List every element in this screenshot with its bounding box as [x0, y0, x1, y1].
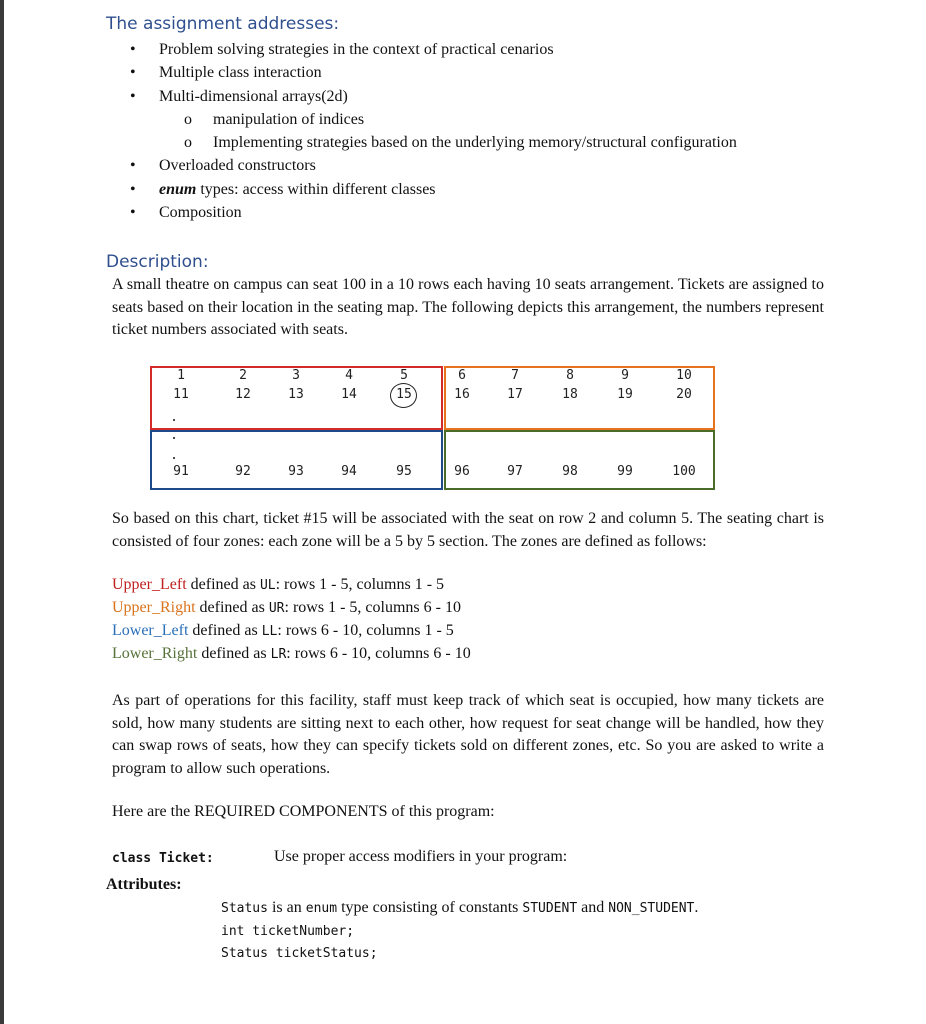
highlight-circle-icon	[390, 383, 417, 408]
class-ticket-label: class Ticket:	[112, 851, 214, 866]
sub-bullet-icon: o	[184, 110, 192, 128]
description-paragraph: A small theatre on campus can seat 100 in a 10 rows each having 10 seats arrangement. Tickets are assigned to seats based on their location in the seating map. The following depicts this arrangement, the numbers represent ticket numbers associated with seats.	[112, 276, 824, 339]
seat-number: 5	[400, 368, 408, 383]
seat-number: 4	[345, 368, 353, 383]
list-item: • Multiple class interaction	[130, 61, 737, 84]
bullet-icon: •	[130, 41, 136, 58]
seat-number: 16	[454, 387, 470, 402]
page-left-edge	[0, 0, 4, 1024]
seat-number: 15	[396, 387, 412, 402]
seat-number: 10	[676, 368, 692, 383]
description-heading: Description:	[106, 252, 209, 272]
bullet-icon: •	[130, 87, 136, 105]
seat-number: 2	[239, 368, 247, 383]
zone-upper-right-box	[444, 366, 715, 430]
ellipsis-dot: .	[170, 410, 178, 425]
list-item: • Problem solving strategies in the context of practical cenarios	[130, 38, 737, 61]
ellipsis-dot: .	[170, 428, 178, 443]
seat-number: 20	[676, 387, 692, 402]
assignment-heading: The assignment addresses:	[106, 14, 340, 34]
zone-lower-left-box	[150, 430, 443, 490]
sub-list-item: o Implementing strategies based on the underlying memory/structural configuration	[130, 131, 737, 154]
access-modifier-note: Use proper access modifiers in your program:	[274, 848, 568, 865]
required-components-text: Here are the REQUIRED COMPONENTS of this program:	[112, 803, 495, 820]
explanation-paragraph: So based on this chart, ticket #15 will be associated with the seat on row 2 and column 5. The seating chart is consisted of four zones: each zone will be a 5 by 5 section. The zones are defined as follows:	[112, 510, 824, 550]
seat-number: 18	[562, 387, 578, 402]
seat-number: 3	[292, 368, 300, 383]
seat-number: 99	[617, 464, 633, 479]
zone-name: Lower_Left	[112, 622, 189, 639]
list-item: • Composition	[130, 201, 737, 224]
bullet-icon: •	[130, 180, 136, 198]
zone-definition-ul: Upper_Left defined as UL: rows 1 - 5, columns 1 - 5	[112, 576, 445, 593]
bullet-icon: •	[130, 157, 136, 175]
zone-name: Upper_Left	[112, 576, 187, 593]
status-enum-description: Status is an enum type consisting of constants STUDENT and NON_STUDENT.	[221, 899, 699, 916]
seat-number: 13	[288, 387, 304, 402]
list-item: • enum types: access within different classes	[130, 178, 737, 201]
seat-number: 6	[458, 368, 466, 383]
list-item: • Multi-dimensional arrays(2d)	[130, 85, 737, 108]
seat-number: 14	[341, 387, 357, 402]
ellipsis-dot: .	[170, 448, 178, 463]
seat-number: 19	[617, 387, 633, 402]
assignment-bullet-list	[130, 38, 737, 224]
zone-name: Upper_Right	[112, 599, 196, 616]
bullet-icon: •	[130, 64, 136, 82]
seat-number: 95	[396, 464, 412, 479]
zone-name: Lower_Right	[112, 645, 198, 662]
seat-number: 11	[173, 387, 189, 402]
enum-keyword: enum	[159, 180, 197, 198]
operations-paragraph: As part of operations for this facility, staff must keep track of which seat is occupied, how many tickets are sold, how many students are sitting next to each other, how request for seat change will be handled, how they can swap rows of seats, how they can specify tickets sold on different zones, etc. So you are asked to write a program to allow such operations.	[112, 692, 824, 777]
seat-number: 9	[621, 368, 629, 383]
zone-definition-lr: Lower_Right defined as LR: rows 6 - 10, columns 6 - 10	[112, 645, 471, 662]
seat-number: 97	[507, 464, 523, 479]
sub-bullet-icon: o	[184, 134, 192, 152]
ticket-status-declaration: Status ticketStatus;	[221, 946, 378, 961]
ticket-number-declaration: int ticketNumber;	[221, 924, 355, 939]
attributes-label: Attributes:	[106, 876, 182, 893]
seat-number: 8	[566, 368, 574, 383]
seat-number: 96	[454, 464, 470, 479]
list-item: • Overloaded constructors	[130, 154, 737, 177]
seat-number: 12	[235, 387, 251, 402]
zone-definition-ur: Upper_Right defined as UR: rows 1 - 5, columns 6 - 10	[112, 599, 461, 616]
seat-number: 100	[672, 464, 696, 479]
seat-number: 91	[173, 464, 189, 479]
seat-number: 17	[507, 387, 523, 402]
zone-definition-ll: Lower_Left defined as LL: rows 6 - 10, columns 1 - 5	[112, 622, 454, 639]
bullet-icon: •	[130, 204, 136, 222]
seat-number: 93	[288, 464, 304, 479]
seat-number: 1	[177, 368, 185, 383]
seat-number: 92	[235, 464, 251, 479]
zone-lower-right-box	[444, 430, 715, 490]
seat-number: 98	[562, 464, 578, 479]
seat-number: 94	[341, 464, 357, 479]
seat-number: 7	[511, 368, 519, 383]
sub-list-item: o manipulation of indices	[130, 108, 737, 131]
